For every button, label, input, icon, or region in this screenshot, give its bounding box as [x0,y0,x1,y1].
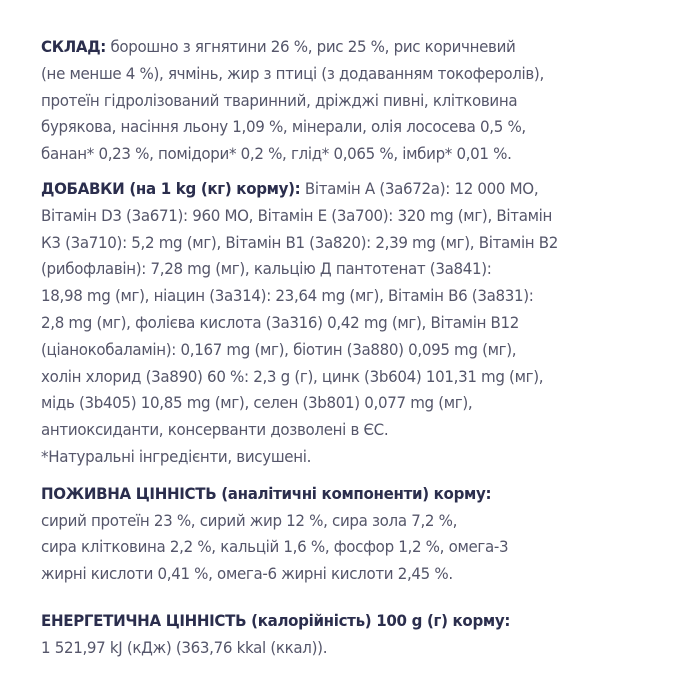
composition-section [41,34,627,168]
composition-text: борошно з ягнятини 26 %, рис 25 %, рис коричневий [105,37,516,56]
additives-line-1 [41,176,627,203]
nutrition-heading: ПОЖИВНА ЦІННІСТЬ (аналітичні компоненти) корму: [41,483,492,503]
composition-line-1 [41,34,627,61]
additives-line-7: (ціанокобаламін): 0,167 mg (мг), біотин (3а880) 0,095 mg (мг), [41,339,517,359]
energy-heading: ЕНЕРГЕТИЧНА ЦІННІСТЬ (калорійність) 100 g (г) корму: [41,610,511,630]
additives-line-2: Вітамін D3 (3а671): 960 МО, Вітамін Е (3а700): 320 mg (мг), Вітамін [41,205,553,225]
nutrition-line-3: жирні кислоти 0,41 %, омега-6 жирні кислоти 2,45 %. [41,564,453,584]
additives-line-8: холін хлорид (3а890) 60 %: 2,3 g (г), цинк (3b604) 101,31 mg (мг), [41,366,544,386]
additives-line-5: 18,98 mg (мг), ніацин (3а314): 23,64 mg (мг), Вітамін В6 (3а831): [41,286,534,306]
additives-section [41,176,627,471]
additives-line-3: К3 (3а710): 5,2 mg (мг), Вітамін В1 (3а820): 2,39 mg (мг), Вітамін В2 [41,232,559,252]
composition-line-2: (не менше 4 %), ячмінь, жир з птиці (з додаванням токоферолів), [41,63,544,83]
additives-line-4: (рибофлавін): 7,28 mg (мг), кальцію Д пантотенат (3а841): [41,259,492,279]
additives-line-9: мідь (3b405) 10,85 mg (мг), селен (3b801) 0,077 mg (мг), [41,393,473,413]
energy-value: 1 521,97 kJ (кДж) (363,76 kkal (ккал)). [41,637,328,657]
natural-ingredients-footnote: *Натуральні інгредієнти, висушені. [41,446,312,466]
additives-heading: ДОБАВКИ (на 1 kg (кг) корму): [41,178,301,198]
composition-line-5: банан* 0,23 %, помідори* 0,2 %, глід* 0,065 %, імбир* 0,01 %. [41,144,512,164]
product-label-document [41,34,627,662]
nutrition-section [41,481,627,588]
additives-line-10: антиоксиданти, консерванти дозволені в ЄС. [41,420,389,440]
nutrition-line-2: сира клітковина 2,2 %, кальцій 1,6 %, фосфор 1,2 %, омега-3 [41,537,509,557]
composition-line-4: бурякова, насіння льону 1,09 %, мінерали, олія лососева 0,5 %, [41,117,526,137]
composition-heading: СКЛАД: [41,37,106,56]
additives-text: Вітамін А (3а672а): 12 000 МО, [300,178,539,198]
additives-line-6: 2,8 mg (мг), фолієва кислота (3а316) 0,42 mg (мг), Вітамін В12 [41,312,520,332]
energy-section [41,608,627,662]
composition-line-3: протеїн гідролізований тваринний, дріжджі пивні, клітковина [41,90,518,110]
nutrition-line-1: сирий протеїн 23 %, сирий жир 12 %, сира зола 7,2 %, [41,510,458,530]
